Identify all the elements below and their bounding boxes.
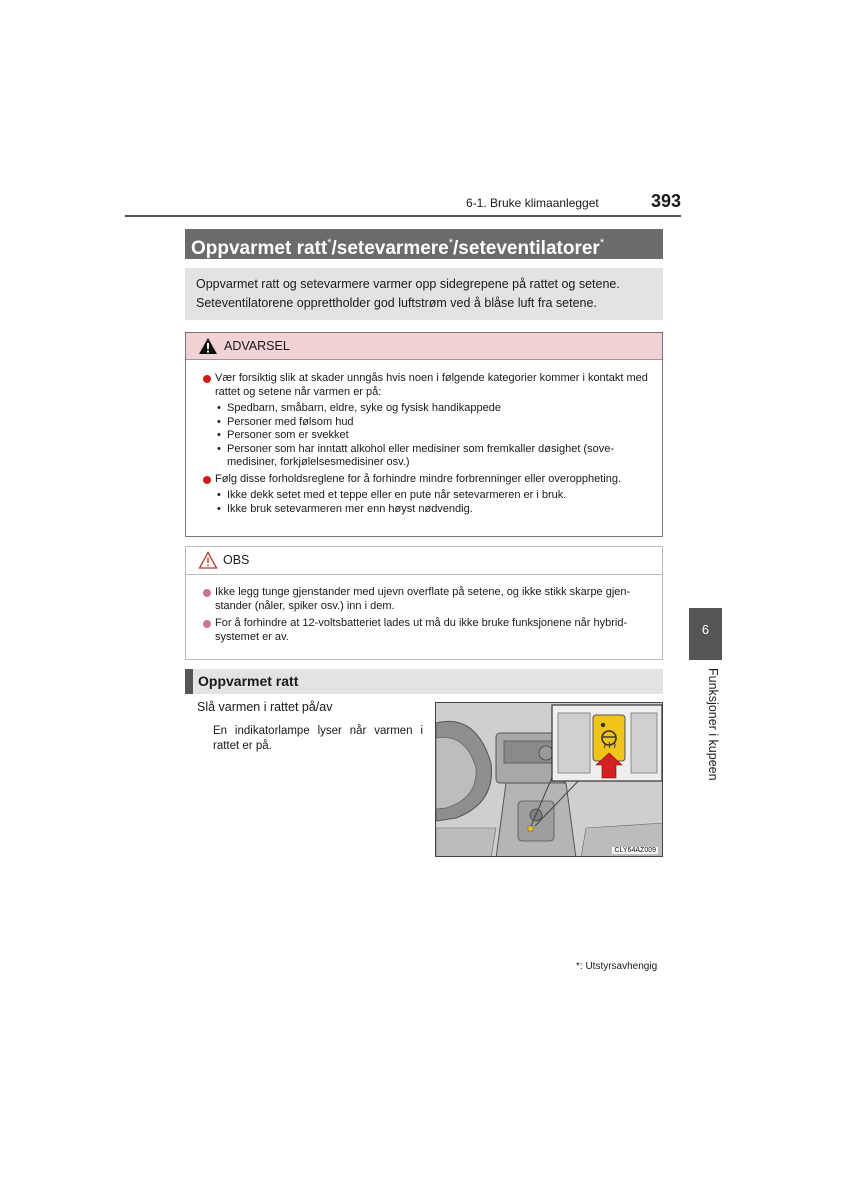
step-label: Slå varmen i rattet på/av [197, 700, 333, 714]
notice-label: OBS [223, 553, 250, 567]
heated-steering-switch-illustration [435, 702, 663, 857]
warning-subitem-text: Personer som har inntatt alkohol eller medisiner som fremkaller døsighet (sove-medisiner, forkjølelsesmedisiner osv.) [227, 442, 614, 468]
bullet-icon [203, 476, 211, 484]
bullet-icon [203, 620, 211, 628]
subsection-heading: Oppvarmet ratt [185, 669, 663, 694]
notice-item-text: Ikke legg tunge gjenstander med ujevn overflate på setene, og ikke stikk skarpe gjen-stander (nåler, spiker osv.) inn i dem. [215, 586, 631, 612]
sub-bullet-icon: • [217, 402, 221, 414]
running-header-section: 6-1. Bruke klimaanlegget [466, 196, 599, 210]
intro-line-1: Oppvarmet ratt og setevarmere varmer opp sidegrepene på rattet og setene. [196, 277, 620, 291]
image-code: CLY64AZ009 [614, 847, 656, 854]
intro-box [185, 268, 663, 320]
page-title [185, 229, 663, 259]
chapter-tab: 6 [689, 608, 722, 660]
warning-box [185, 332, 663, 537]
car-interior-drawing [436, 703, 663, 857]
warning-item [202, 473, 652, 487]
intro-line-2: Seteventilatorene opprettholder god luftstrøm ved å blåse luft fra setene. [196, 296, 597, 310]
sub-bullet-icon: • [217, 489, 221, 501]
notice-list [202, 586, 654, 647]
sub-bullet-icon: • [217, 415, 221, 428]
warning-subitem [202, 402, 652, 416]
warning-subitem [202, 503, 652, 517]
title-part-2: /setevarmere [331, 238, 449, 259]
warning-item [202, 372, 652, 399]
bullet-icon [203, 589, 211, 597]
notice-box [185, 546, 663, 660]
sub-bullet-icon: • [217, 442, 221, 455]
notice-item [202, 586, 654, 613]
sub-bullet-icon: • [217, 502, 221, 515]
warning-label: ADVARSEL [224, 339, 290, 353]
warning-subitem [202, 443, 652, 470]
title-asterisk-2: * [448, 237, 454, 249]
warning-item-text: Følg disse forholdsreglene for å forhindre mindre forbrenninger eller overoppheting. [215, 472, 622, 485]
warning-subitem [202, 489, 652, 503]
warning-subitem-text: Personer med følsom hud [227, 415, 354, 428]
sub-bullet-icon: • [217, 429, 221, 441]
warning-subitem-text: Personer som er svekket [227, 429, 349, 441]
warning-triangle-icon [198, 337, 218, 355]
warning-subitem-text: Ikke dekk setet med et teppe eller en pute når setevarmeren er i bruk. [227, 489, 567, 501]
warning-subitem-text: Ikke bruk setevarmeren mer enn høyst nødvendig. [227, 502, 473, 515]
notice-item-text: For å forhindre at 12-voltsbatteriet lades ut må du ikke bruke funksjonene når hybrid-systemet er av. [215, 617, 628, 643]
warning-list [202, 372, 652, 516]
title-part-3: /seteventilatorer [453, 238, 600, 259]
title-asterisk-3: * [599, 237, 605, 249]
warning-subitem-text: Spedbarn, småbarn, eldre, syke og fysisk handikappede [227, 402, 501, 414]
caution-triangle-icon [198, 551, 218, 569]
warning-subitem [202, 416, 652, 430]
warning-header [186, 333, 662, 360]
notice-item [202, 617, 654, 644]
title-asterisk-1: * [327, 237, 332, 249]
step-description: En indikatorlampe lyser når varmen i rattet er på. [213, 725, 423, 752]
warning-item-text: Vær forsiktig slik at skader unngås hvis noen i følgende kategorier kommer i kontakt med rattet og setene når varmen er på: [215, 372, 648, 398]
warning-subitem [202, 429, 652, 443]
chapter-tab-label: Funksjoner i kupeen [706, 668, 720, 781]
notice-header [186, 547, 662, 575]
title-part-1: Oppvarmet ratt [191, 238, 328, 259]
header-rule [125, 215, 681, 217]
page-number: 393 [651, 191, 682, 211]
bullet-icon [203, 375, 211, 383]
footnote: *: Utstyrsavhengig [576, 961, 658, 972]
